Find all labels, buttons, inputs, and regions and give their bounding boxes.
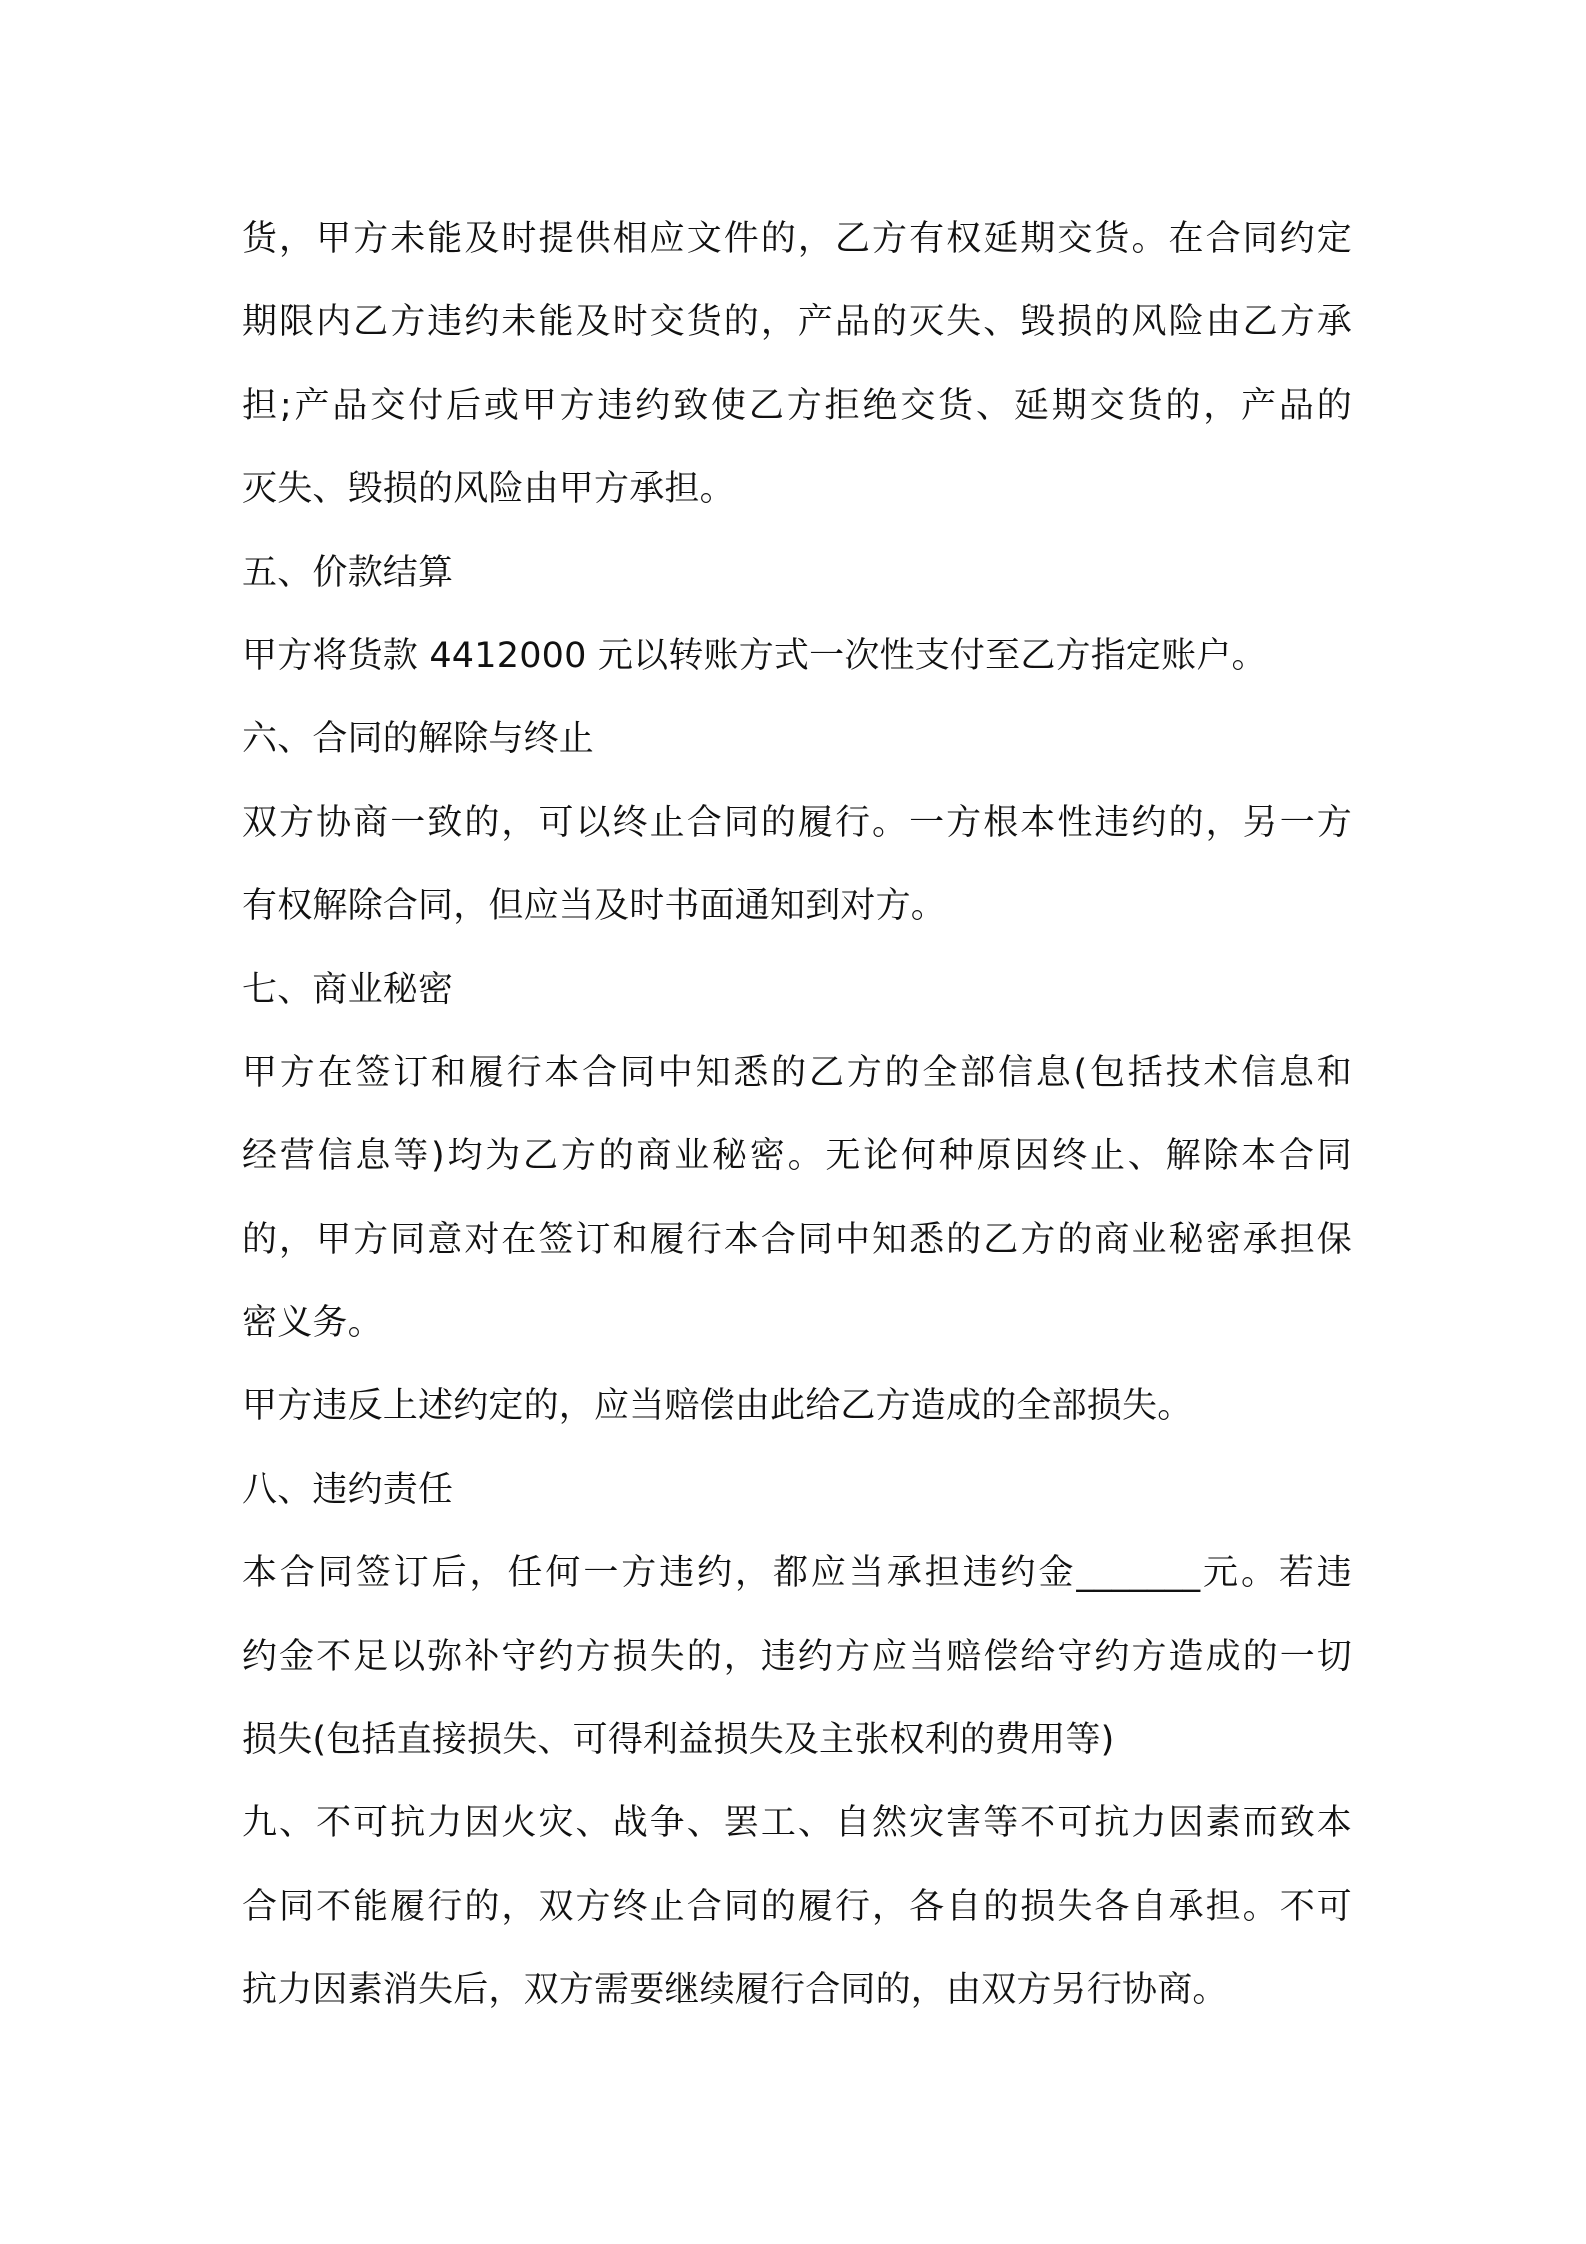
paragraph-line: 期限内乙方违约未能及时交货的，产品的灭失、毁损的风险由乙方承	[242, 302, 1352, 343]
paragraph-line: 甲方将货款 4412000 元以转账方式一次性支付至乙方指定账户。	[242, 635, 1267, 676]
paragraph-line: 本合同签订后，任何一方违约，都应当承担违约金_______元。若违	[242, 1553, 1352, 1594]
paragraph-line: 货，甲方未能及时提供相应文件的，乙方有权延期交货。在合同约定	[242, 219, 1352, 259]
paragraph-line: 经营信息等)均为乙方的商业秘密。无论何种原因终止、解除本合同	[242, 1136, 1352, 1177]
paragraph-line: 的，甲方同意对在签订和履行本合同中知悉的乙方的商业秘密承担保	[242, 1219, 1352, 1260]
section-heading-force-majeure: 九、不可抗力因火灾、战争、罢工、自然灾害等不可抗力因素而致本	[242, 1803, 1352, 1844]
paragraph-line: 灭失、毁损的风险由甲方承担。	[242, 469, 735, 510]
paragraph-line: 约金不足以弥补守约方损失的，违约方应当赔偿给守约方造成的一切	[242, 1636, 1352, 1677]
paragraph-line: 双方协商一致的，可以终止合同的履行。一方根本性违约的，另一方	[242, 802, 1352, 843]
paragraph-line: 损失(包括直接损失、可得利益损失及主张权利的费用等)	[242, 1720, 1115, 1761]
section-heading-termination: 六、合同的解除与终止	[242, 719, 595, 760]
paragraph-line: 合同不能履行的，双方终止合同的履行，各自的损失各自承担。不可	[242, 1886, 1352, 1927]
section-heading-liability: 八、违约责任	[242, 1469, 454, 1510]
paragraph-line: 有权解除合同，但应当及时书面通知到对方。	[242, 886, 947, 927]
paragraph-line: 甲方违反上述约定的，应当赔偿由此给乙方造成的全部损失。	[242, 1386, 1193, 1427]
section-heading-trade-secrets: 七、商业秘密	[242, 969, 454, 1010]
paragraph-line: 担;产品交付后或甲方违约致使乙方拒绝交货、延期交货的，产品的	[242, 385, 1352, 426]
paragraph-line: 抗力因素消失后，双方需要继续履行合同的，由双方另行协商。	[242, 1970, 1228, 2011]
paragraph-line: 密义务。	[242, 1303, 383, 1344]
paragraph-line: 甲方在签订和履行本合同中知悉的乙方的全部信息(包括技术信息和	[242, 1052, 1352, 1093]
section-heading-payment: 五、价款结算	[242, 552, 454, 593]
document-page	[242, 198, 1352, 2033]
